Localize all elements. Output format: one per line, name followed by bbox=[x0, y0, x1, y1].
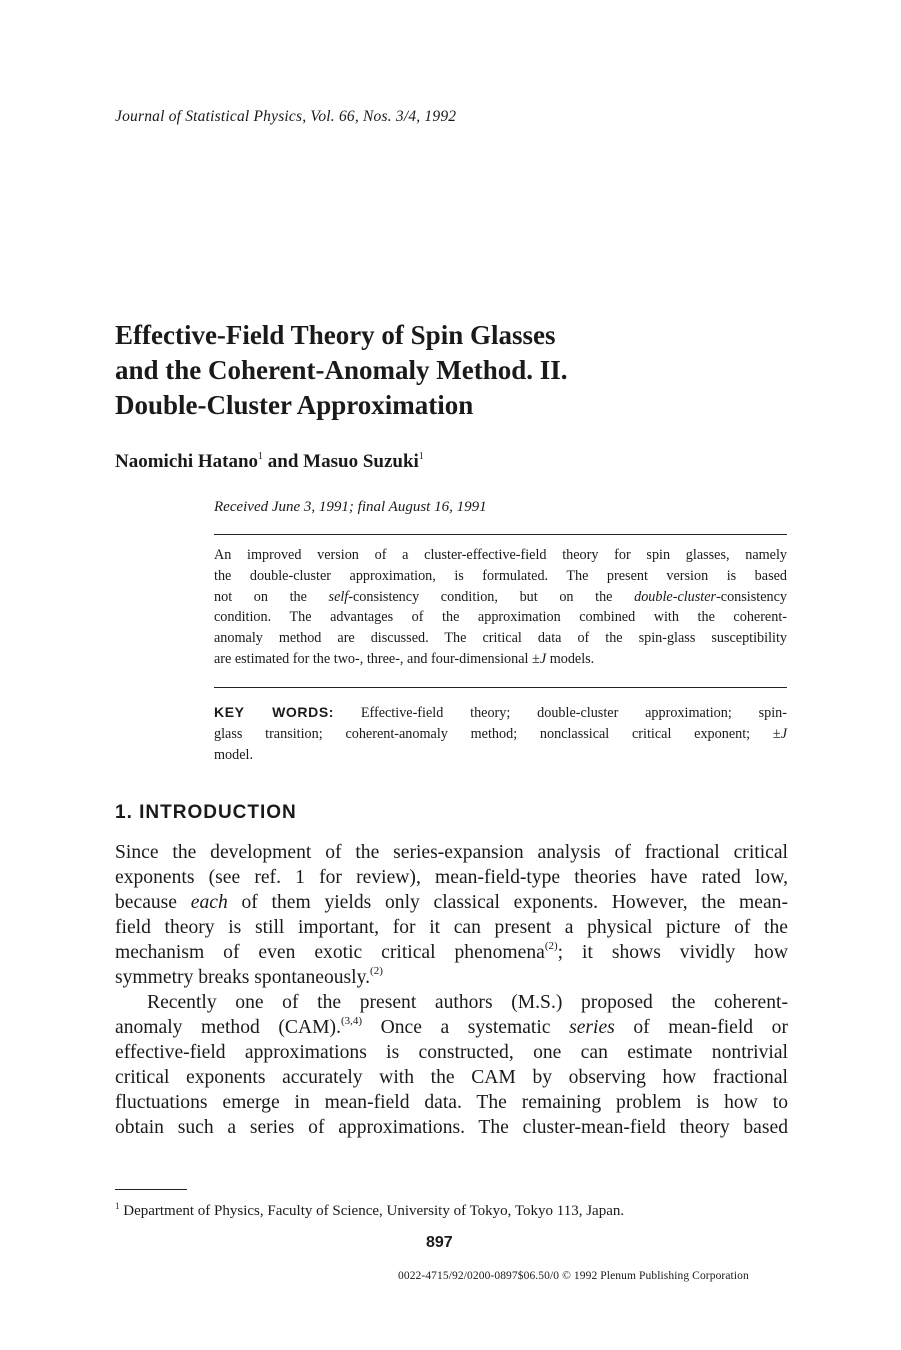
reference-citation: (2) bbox=[370, 965, 383, 977]
body-text: because bbox=[115, 892, 191, 913]
body-line: exponents (see ref. 1 for review), mean-field-type theories have rated low, bbox=[115, 867, 788, 888]
abstract-text: are estimated for the two-, three-, and four-dimensional bbox=[214, 650, 533, 667]
body-line bbox=[115, 1015, 788, 1040]
body-text: ; it shows vividly how bbox=[557, 942, 788, 963]
page-number: 897 bbox=[426, 1234, 453, 1251]
abstract-line: An improved version of a cluster-effective-field theory for spin glasses, namely bbox=[214, 547, 787, 563]
abstract-line bbox=[214, 649, 787, 670]
abstract-line: the double-cluster approximation, is formulated. The present version is based bbox=[214, 567, 787, 584]
body-text: mechanism of even exotic critical phenomena bbox=[115, 942, 545, 963]
body-line: obtain such a series of approximations. The cluster-mean-field theory based bbox=[115, 1117, 788, 1138]
journal-citation: Journal of Statistical Physics, Vol. 66, Nos. 3/4, 1992 bbox=[115, 108, 457, 125]
footnote-marker: 1 bbox=[115, 1201, 120, 1211]
body-emphasis: each bbox=[190, 892, 228, 913]
body-line: field theory is still important, for it can present a physical picture of the bbox=[115, 917, 788, 938]
footnote bbox=[115, 1201, 624, 1220]
abstract bbox=[214, 545, 787, 670]
footnote-marker: 1 bbox=[258, 451, 264, 462]
body-line bbox=[115, 890, 788, 915]
reference-citation: (2) bbox=[544, 940, 558, 952]
body-line bbox=[115, 965, 788, 990]
body-line: effective-field approximations is constructed, one can estimate nontrivial bbox=[115, 1042, 788, 1063]
reference-citation: (3,4) bbox=[340, 1015, 363, 1027]
body-line: Recently one of the present authors (M.S.) proposed the coherent- bbox=[147, 992, 788, 1013]
article-title bbox=[115, 318, 755, 423]
body-line: critical exponents accurately with the CAM by observing how fractional bbox=[115, 1067, 788, 1088]
body-text: anomaly method (CAM). bbox=[115, 1017, 341, 1038]
body-line: Since the development of the series-expansion analysis of fractional critical bbox=[115, 842, 788, 863]
copyright-line: 0022-4715/92/0200-0897$06.50/0 © 1992 Plenum Publishing Corporation bbox=[398, 1270, 749, 1282]
footnote-marker: 1 bbox=[418, 451, 424, 462]
keywords-line bbox=[214, 724, 787, 745]
abstract-text: -consistency bbox=[716, 588, 787, 605]
footnote-rule bbox=[115, 1189, 187, 1190]
model-symbol: J bbox=[539, 650, 547, 667]
body-text: symmetry breaks spontaneously. bbox=[115, 967, 371, 988]
abstract-top-rule bbox=[214, 534, 787, 535]
keywords-text: glass transition; coherent-anomaly method; nonclassical critical exponent; bbox=[214, 725, 773, 742]
abstract-line: condition. The advantages of the approximation combined with the coherent- bbox=[214, 609, 787, 626]
keywords-text: Effective-field theory; double-cluster approximation; spin- bbox=[334, 705, 787, 721]
title-line-3: Double-Cluster Approximation bbox=[115, 390, 474, 420]
title-line-2: and the Coherent-Anomaly Method. II. bbox=[115, 355, 568, 385]
abstract-emphasis: double-cluster bbox=[634, 588, 717, 605]
abstract-bottom-rule bbox=[214, 687, 787, 688]
keywords-line bbox=[214, 702, 787, 724]
key-words bbox=[214, 702, 787, 765]
footnote-text: Department of Physics, Faculty of Science, University of Tokyo, Tokyo 113, Japan. bbox=[119, 1203, 625, 1219]
body-text: Once a systematic bbox=[362, 1017, 570, 1038]
keywords-line: model. bbox=[214, 746, 254, 763]
plus-minus-symbol: ± bbox=[772, 725, 781, 742]
abstract-text: -consistency condition, but on the bbox=[348, 588, 635, 605]
author-list bbox=[115, 451, 424, 473]
title-line-1: Effective-Field Theory of Spin Glasses bbox=[115, 320, 556, 350]
plus-minus-symbol: ± bbox=[532, 650, 540, 667]
abstract-line: anomaly method are discussed. The critical data of the spin-glass susceptibility bbox=[214, 630, 787, 647]
author-name: Naomichi Hatano bbox=[115, 451, 259, 472]
abstract-text: not on the bbox=[214, 588, 329, 605]
abstract-line bbox=[214, 587, 787, 608]
author-connector: and bbox=[263, 451, 304, 472]
model-symbol: J bbox=[780, 725, 787, 742]
body-line: fluctuations emerge in mean-field data. The remaining problem is how to bbox=[115, 1092, 788, 1113]
section-heading: 1. INTRODUCTION bbox=[115, 802, 297, 823]
abstract-emphasis: self bbox=[328, 588, 349, 605]
body-line bbox=[115, 940, 788, 965]
received-dates: Received June 3, 1991; final August 16, 1991 bbox=[214, 499, 487, 515]
body-text: of them yields only classical exponents. However, the mean- bbox=[227, 892, 788, 913]
keywords-label: KEY WORDS: bbox=[214, 704, 335, 720]
author-name: Masuo Suzuki bbox=[303, 451, 419, 472]
body-text: of mean-field or bbox=[614, 1017, 788, 1038]
abstract-text: models. bbox=[546, 650, 595, 667]
body-emphasis: series bbox=[569, 1017, 615, 1038]
introduction-body bbox=[115, 840, 788, 1140]
